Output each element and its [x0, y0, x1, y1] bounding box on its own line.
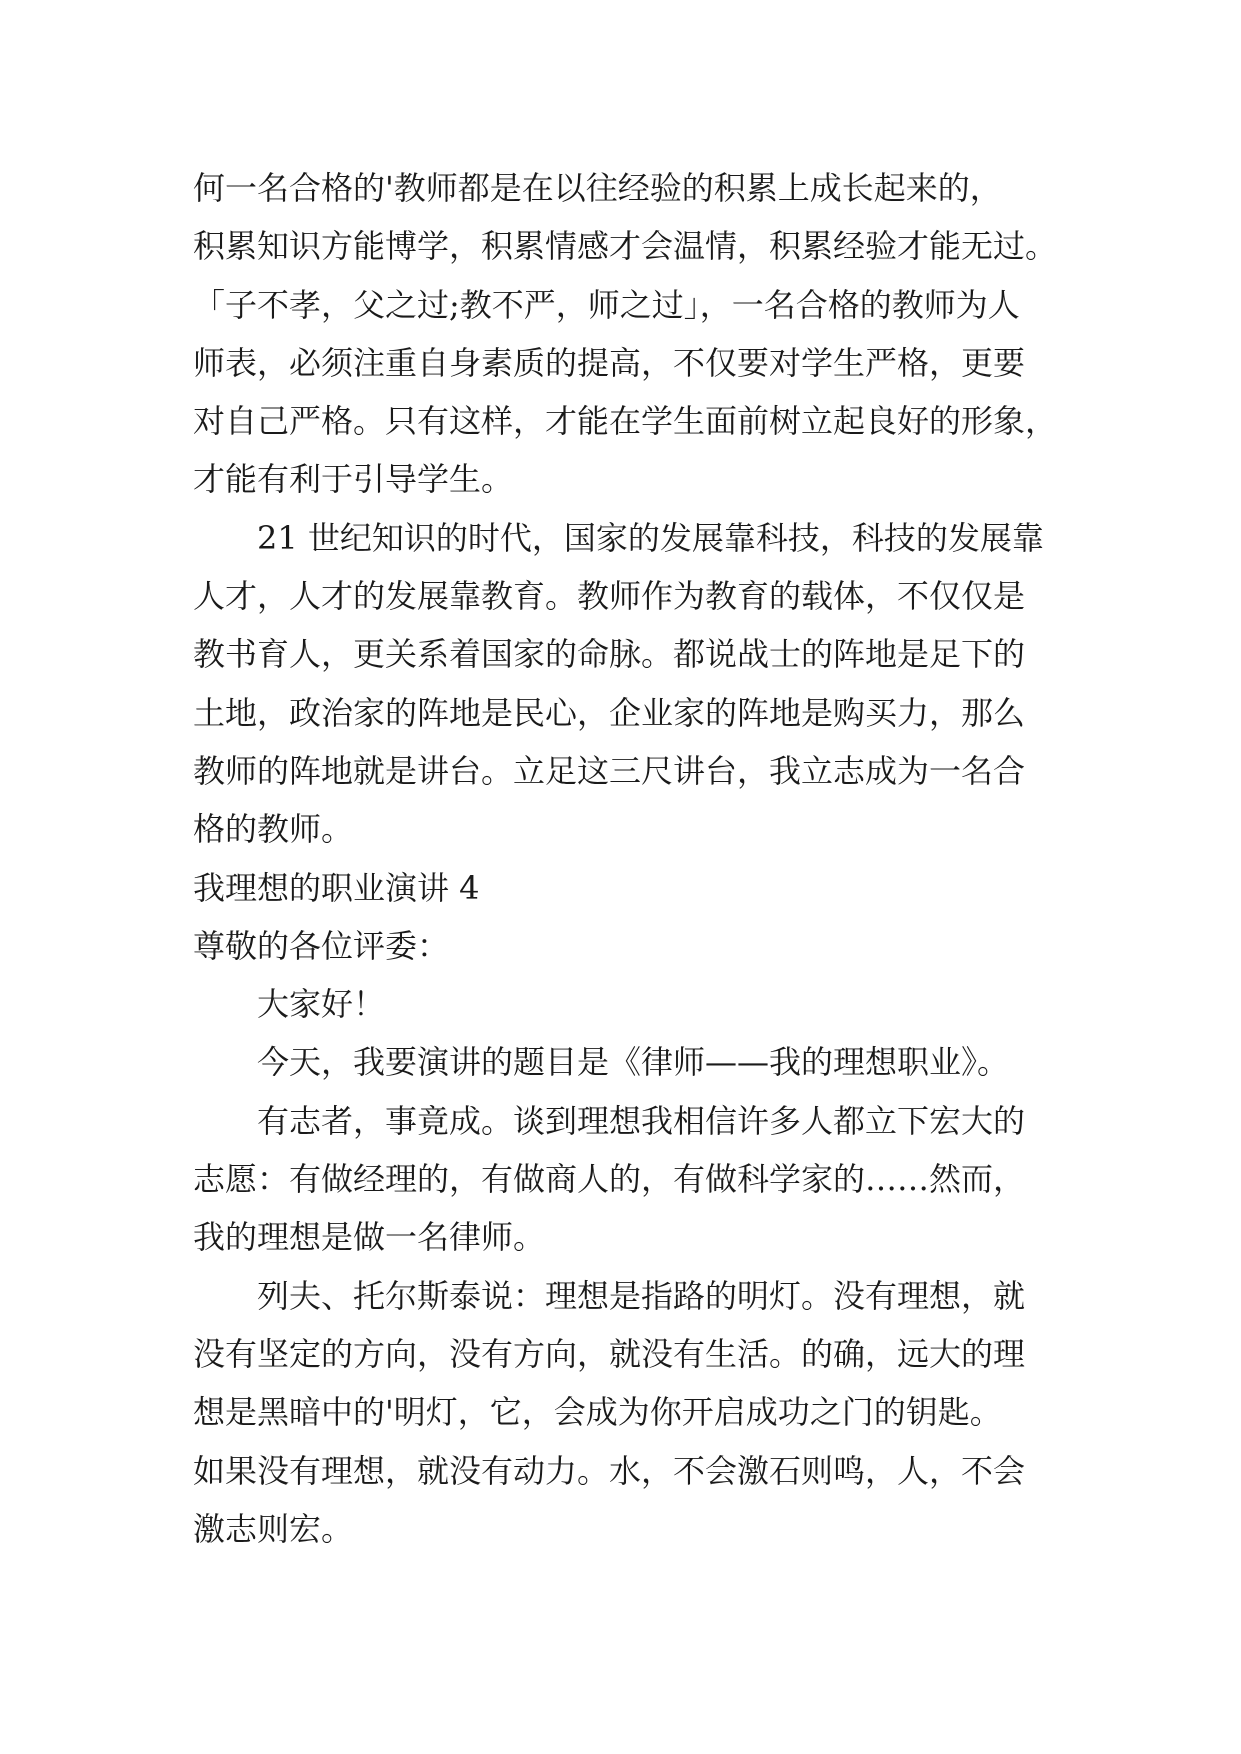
text-line: 志愿：有做经理的，有做商人的，有做科学家的……然而， [193, 1160, 1026, 1199]
text-line: 教书育人，更关系着国家的命脉。都说战士的阵地是足下的 [193, 635, 1026, 674]
text-line: 何一名合格的'教师都是在以往经验的积累上成长起来的， [193, 169, 1002, 207]
text-line: 对自己严格。只有这样，才能在学生面前树立起良好的形象， [193, 402, 1058, 441]
text-line: 人才，人才的发展靠教育。教师作为教育的载体，不仅仅是 [193, 577, 1026, 616]
greeting: 大家好！ [257, 985, 386, 1024]
text-line: 如果没有理想，就没有动力。水，不会激石则鸣，人，不会 [193, 1451, 1026, 1490]
paragraph-start-line: 列夫、托尔斯泰说：理想是指路的明灯。没有理想，就 [257, 1276, 1026, 1315]
section-title: 我理想的职业演讲 4 [193, 868, 480, 907]
text-line: 没有坚定的方向，没有方向，就没有生活。的确，远大的理 [193, 1334, 1026, 1373]
text-line: 土地，政治家的阵地是民心，企业家的阵地是购买力，那么 [193, 693, 1026, 732]
text-line: 我的理想是做一名律师。 [193, 1218, 546, 1257]
text-line: 激志则宏。 [193, 1509, 354, 1548]
text-line: 积累知识方能博学，积累情感才会温情，积累经验才能无过。 [193, 227, 1058, 266]
paragraph-start-line: 今天，我要演讲的题目是《律师——我的理想职业》。 [257, 1043, 1010, 1082]
paragraph-start-line: 21 世纪知识的时代，国家的发展靠科技，科技的发展靠 [257, 518, 1044, 557]
text-line: 师表，必须注重自身素质的提高，不仅要对学生严格，更要 [193, 343, 1026, 382]
text-line: 想是黑暗中的'明灯，它，会成为你开启成功之门的钥匙。 [193, 1393, 1002, 1432]
text-line: 「子不孝，父之过;教不严，师之过」，一名合格的教师为人 [193, 285, 1020, 324]
paragraph-start-line: 有志者，事竟成。谈到理想我相信许多人都立下宏大的 [257, 1101, 1026, 1140]
body-text [193, 159, 1063, 1558]
text-line: 才能有利于引导学生。 [193, 460, 514, 499]
salutation: 尊敬的各位评委： [193, 926, 450, 965]
text-line: 格的教师。 [193, 810, 354, 849]
text-line: 教师的阵地就是讲台。立足这三尺讲台，我立志成为一名合 [193, 751, 1026, 790]
